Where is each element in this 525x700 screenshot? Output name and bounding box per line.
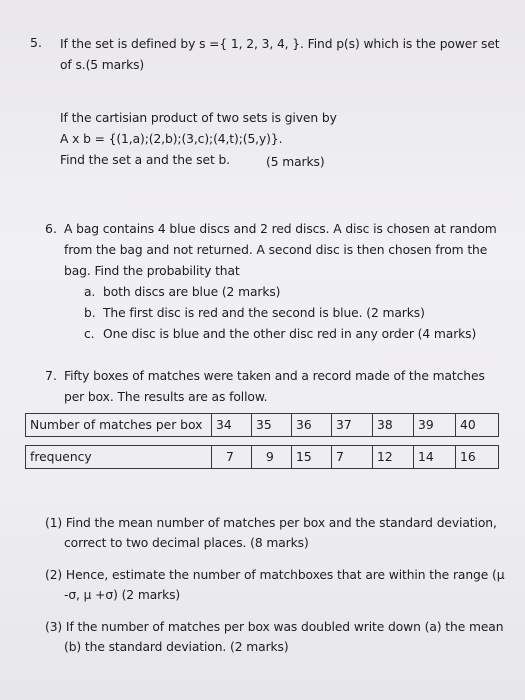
table-cell-matches: 38 — [373, 414, 414, 437]
table-cell-frequency: 7 — [212, 446, 252, 469]
table-cell-matches: 35 — [252, 414, 292, 437]
question-7-sub-3-line-1: (3) If the number of matches per box was doubled write down (a) the mean — [45, 620, 504, 634]
question-5-line-2: of s.(5 marks) — [60, 58, 145, 72]
question-6-number: 6. — [45, 221, 57, 236]
table-cell-frequency: 7 — [332, 446, 373, 469]
table-cell-matches: 34 — [212, 414, 252, 437]
question-5-sub-line-3: Find the set a and the set b. — [60, 153, 230, 167]
question-7-sub-2-line-2: -σ, μ +σ) (2 marks) — [64, 588, 181, 602]
question-7-sub-1-line-2: correct to two decimal places. (8 marks) — [64, 536, 309, 550]
table-cell-matches: 36 — [292, 414, 332, 437]
matches-frequency-table — [25, 413, 499, 469]
question-5-sub-line-1: If the cartisian product of two sets is given by — [60, 111, 337, 125]
table-cell-matches: 37 — [332, 414, 373, 437]
table-row-spacer — [26, 437, 499, 446]
question-6-part-a-text: both discs are blue (2 marks) — [103, 285, 281, 299]
question-7-sub-2-line-1: (2) Hence, estimate the number of matchboxes that are within the range (μ — [45, 568, 505, 582]
question-7-line-1: Fifty boxes of matches were taken and a record made of the matches — [64, 369, 485, 383]
question-7-sub-1-line-1: (1) Find the mean number of matches per box and the standard deviation, — [45, 516, 497, 530]
question-7-sub-3-line-2: (b) the standard deviation. (2 marks) — [64, 640, 289, 654]
question-7-line-2: per box. The results are as follow. — [64, 390, 268, 404]
question-6-part-a-label: a. — [84, 285, 96, 299]
table-cell-frequency: 9 — [252, 446, 292, 469]
table-header-frequency: frequency — [26, 446, 212, 469]
table-header-matches-per-box: Number of matches per box — [26, 414, 212, 437]
question-6-line-3: bag. Find the probability that — [64, 264, 240, 278]
question-5-number: 5. — [30, 35, 42, 50]
table-row-matches — [26, 414, 499, 437]
question-5-sub-marks: (5 marks) — [266, 155, 325, 169]
question-6-part-b-label: b. — [84, 306, 96, 320]
table-cell-matches: 40 — [456, 414, 499, 437]
table-cell-frequency: 12 — [373, 446, 414, 469]
table-cell-frequency: 15 — [292, 446, 332, 469]
question-5-sub-line-2: A x b = {(1,a);(2,b);(3,c);(4,t);(5,y)}. — [60, 132, 283, 146]
question-6-line-2: from the bag and not returned. A second disc is then chosen from the — [64, 243, 488, 257]
question-6-part-c-label: c. — [84, 327, 95, 341]
question-6-line-1: A bag contains 4 blue discs and 2 red discs. A disc is chosen at random — [64, 222, 497, 236]
question-5-line-1: If the set is defined by s ={ 1, 2, 3, 4, }. Find p(s) which is the power set — [60, 37, 500, 51]
table-cell-frequency: 14 — [414, 446, 456, 469]
question-6-part-c-text: One disc is blue and the other disc red in any order (4 marks) — [103, 327, 477, 341]
table-row-frequency — [26, 446, 499, 469]
question-7-number: 7. — [45, 368, 57, 383]
table-cell-matches: 39 — [414, 414, 456, 437]
table-cell-frequency: 16 — [456, 446, 499, 469]
question-6-part-b-text: The first disc is red and the second is blue. (2 marks) — [103, 306, 425, 320]
